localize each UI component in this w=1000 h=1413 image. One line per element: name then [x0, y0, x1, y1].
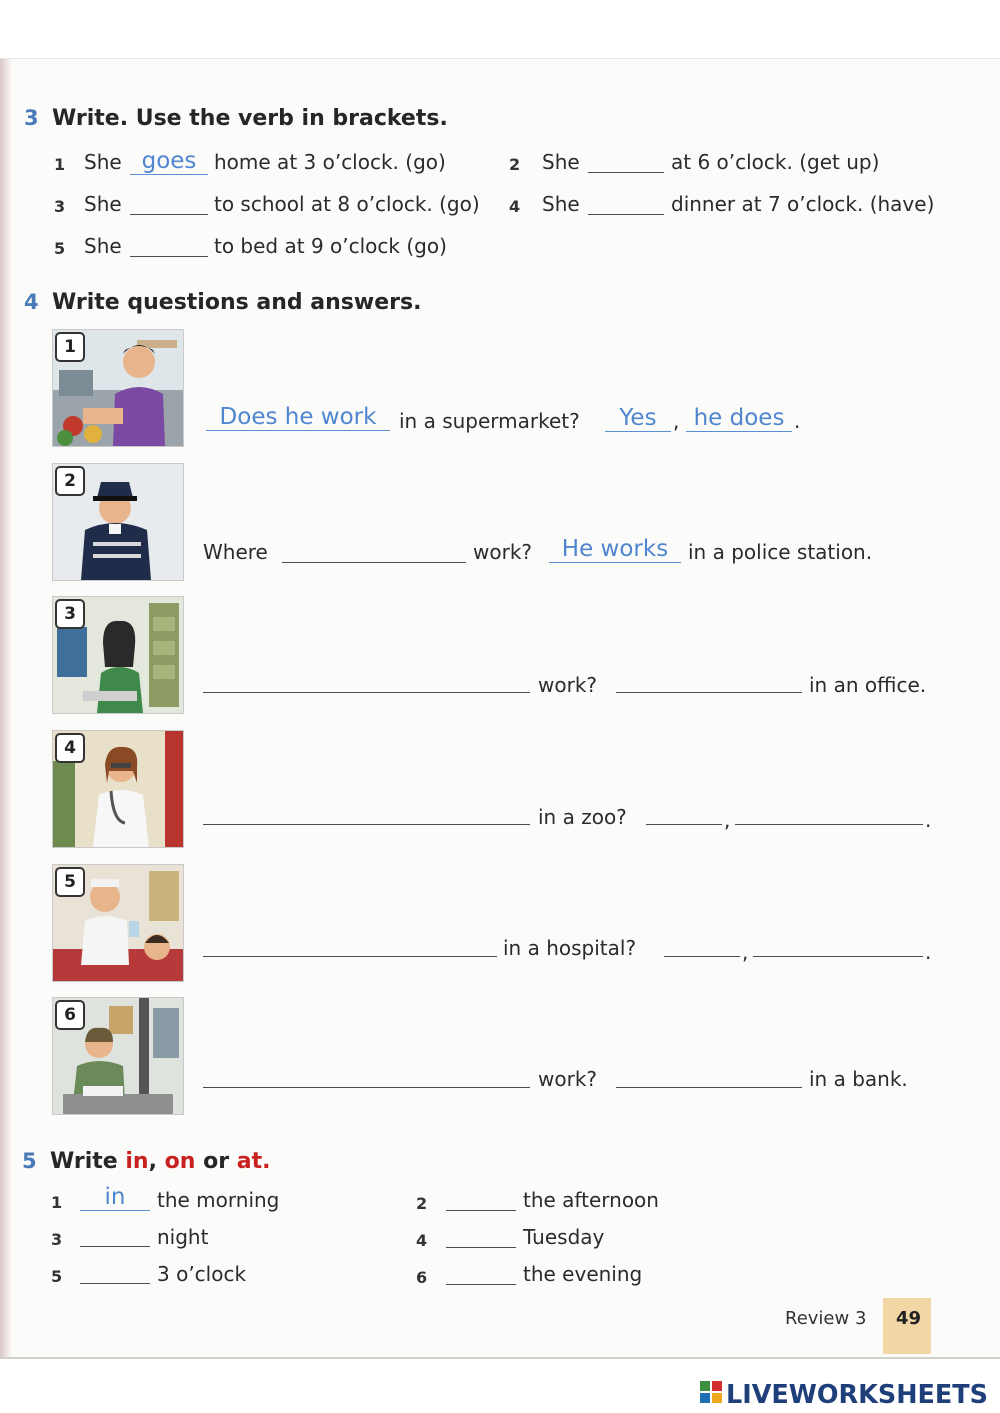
doctor-picture — [52, 730, 184, 848]
ex4-question-start: Where — [203, 540, 268, 564]
ex5-answer-field-3[interactable] — [80, 1246, 150, 1247]
ex3-item-subject: She — [542, 192, 580, 216]
ex3-item-number: 3 — [54, 197, 66, 216]
exercise-5-number: 5 — [22, 1149, 37, 1173]
ex4-question-text: in a zoo? — [538, 805, 627, 829]
ex4-answer-text: in a bank. — [809, 1067, 908, 1091]
ex4-answer-field-4a[interactable] — [646, 824, 722, 825]
picture-number-badge: 6 — [55, 1000, 85, 1030]
ex5-answer-field-5[interactable] — [80, 1283, 150, 1284]
ex5-item-number: 2 — [416, 1194, 428, 1213]
ex4-question-text: work? — [538, 1067, 598, 1091]
ex5-item-number: 4 — [416, 1231, 428, 1250]
exercise-4-title: Write questions and answers. — [52, 290, 422, 315]
ex4-question-field-4[interactable] — [203, 824, 530, 825]
ex4-question-text: in a supermarket? — [399, 409, 580, 433]
ex5-answer-field-4[interactable] — [446, 1247, 516, 1248]
ex4-answer-period: . — [925, 940, 932, 964]
ex3-item-text: home at 3 o’clock. (go) — [214, 150, 446, 174]
ex4-answer-period: . — [925, 808, 932, 832]
ex5-item-number: 3 — [51, 1230, 63, 1249]
title-word-write: Write — [50, 1149, 118, 1174]
ex3-answer-field-4[interactable] — [588, 214, 664, 215]
ex4-answer-field-6[interactable] — [616, 1087, 802, 1088]
shop-assistant-picture — [52, 329, 184, 447]
ex4-answer-field-5b[interactable] — [753, 956, 923, 957]
section-label: Review 3 — [785, 1308, 867, 1329]
nurse-picture — [52, 864, 184, 982]
ex4-question-field-3[interactable] — [203, 692, 530, 693]
svg-text:LIVEWORKSHEETS: LIVEWORKSHEETS — [726, 1380, 988, 1408]
ex4-answer-comma: , — [673, 409, 680, 433]
title-word-at: at — [236, 1149, 263, 1174]
ex3-item-number: 1 — [54, 155, 66, 174]
picture-number-badge: 1 — [55, 332, 85, 362]
ex3-item-text: dinner at 7 o’clock. (have) — [671, 192, 935, 216]
ex3-answer-field-1[interactable]: goes — [130, 148, 208, 175]
ex4-question-text: work? — [473, 540, 533, 564]
ex4-question-field-5[interactable] — [203, 956, 497, 957]
ex5-item-text: the morning — [157, 1188, 280, 1212]
ex4-answer-field-1b[interactable]: he does — [686, 405, 792, 432]
title-comma: , — [148, 1149, 157, 1174]
ex3-item-number: 4 — [509, 197, 521, 216]
ex5-item-text: Tuesday — [523, 1225, 605, 1249]
picture-number-badge: 3 — [55, 599, 85, 629]
ex4-answer-comma: , — [742, 940, 749, 964]
office-worker-picture — [52, 596, 184, 714]
exercise-5-title — [50, 1149, 270, 1174]
ex4-question-field-6[interactable] — [203, 1087, 530, 1088]
ex3-item-subject: She — [542, 150, 580, 174]
page-binding-shadow — [0, 59, 12, 1357]
ex4-answer-text: in a police station. — [688, 540, 873, 564]
ex4-question-field-2[interactable] — [282, 562, 466, 563]
ex3-item-text: to bed at 9 o’clock (go) — [214, 234, 447, 258]
ex3-item-text: to school at 8 o’clock. (go) — [214, 192, 480, 216]
ex4-question-field-1[interactable]: Does he work — [206, 404, 390, 431]
title-word-or: or — [203, 1149, 230, 1174]
ex4-answer-field-2[interactable]: He works — [549, 536, 681, 563]
ex3-answer-field-2[interactable] — [588, 172, 664, 173]
ex4-answer-field-1a[interactable]: Yes — [605, 405, 671, 432]
exercise-3-title: Write. Use the verb in brackets. — [52, 106, 448, 131]
title-word-on: on — [164, 1149, 196, 1174]
ex5-item-text: night — [157, 1225, 209, 1249]
ex5-item-text: the evening — [523, 1262, 643, 1286]
ex3-item-text: at 6 o’clock. (get up) — [671, 150, 880, 174]
ex5-item-text: the afternoon — [523, 1188, 659, 1212]
ex3-item-number: 2 — [509, 155, 521, 174]
picture-number-badge: 2 — [55, 466, 85, 496]
title-word-in: in — [125, 1149, 149, 1174]
ex5-item-number: 5 — [51, 1267, 63, 1286]
ex4-answer-field-5a[interactable] — [664, 956, 740, 957]
exercise-3-number: 3 — [24, 106, 39, 130]
exercise-4-number: 4 — [24, 290, 39, 314]
ex4-answer-field-4b[interactable] — [735, 824, 923, 825]
ex3-item-subject: She — [84, 150, 122, 174]
ex4-answer-period: . — [794, 409, 801, 433]
ex5-answer-field-2[interactable] — [446, 1210, 516, 1211]
ex3-item-number: 5 — [54, 239, 66, 258]
ex3-item-subject: She — [84, 234, 122, 258]
ex4-answer-comma: , — [724, 808, 731, 832]
bank-clerk-picture — [52, 997, 184, 1115]
title-period: . — [262, 1149, 271, 1174]
page-number: 49 — [896, 1308, 922, 1329]
ex5-answer-field-1[interactable]: in — [80, 1184, 150, 1211]
ex3-answer-field-5[interactable] — [130, 256, 208, 257]
picture-number-badge: 5 — [55, 867, 85, 897]
ex5-answer-field-6[interactable] — [446, 1284, 516, 1285]
ex3-item-subject: She — [84, 192, 122, 216]
ex4-answer-field-3[interactable] — [616, 692, 802, 693]
ex5-item-number: 6 — [416, 1268, 428, 1287]
ex5-item-number: 1 — [51, 1193, 63, 1212]
ex3-answer-field-3[interactable] — [130, 214, 208, 215]
ex5-item-text: 3 o’clock — [157, 1262, 247, 1286]
ex4-answer-text: in an office. — [809, 673, 927, 697]
ex4-question-text: work? — [538, 673, 598, 697]
liveworksheets-logo[interactable] — [700, 1376, 990, 1408]
police-officer-picture — [52, 463, 184, 581]
picture-number-badge: 4 — [55, 733, 85, 763]
ex4-question-text: in a hospital? — [503, 936, 637, 960]
